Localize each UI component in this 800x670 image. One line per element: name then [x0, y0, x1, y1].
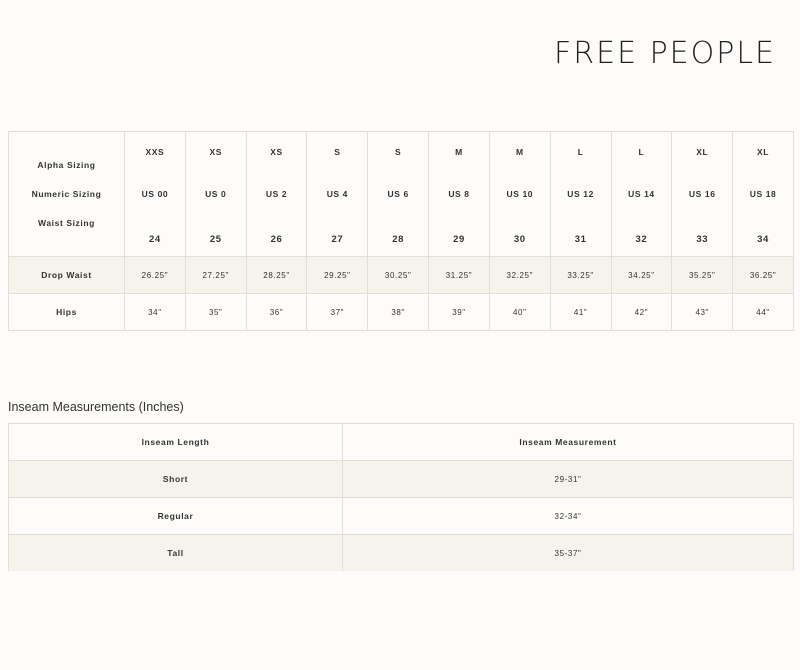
inseam-length-header: Inseam Length	[9, 424, 343, 461]
numeric-size-value: US 2	[265, 189, 288, 199]
size-column-header	[489, 132, 550, 257]
waist-size-value: 32	[635, 234, 648, 245]
size-column-header	[611, 132, 672, 257]
waist-size-value: 24	[149, 234, 161, 245]
drop-waist-value: 26.25"	[125, 257, 186, 294]
waist-size-value: 26	[270, 234, 283, 245]
hips-value: 35"	[185, 294, 246, 331]
alpha-size-value: XS	[209, 147, 222, 157]
inseam-row-regular	[9, 498, 794, 535]
row-labels-cell	[9, 132, 125, 257]
drop-waist-value: 29.25"	[307, 257, 368, 294]
alpha-size-value: M	[455, 147, 463, 157]
hips-row	[9, 294, 794, 331]
numeric-size-value: US 14	[628, 189, 655, 199]
drop-waist-label: Drop Waist	[9, 257, 125, 294]
alpha-size-value: L	[638, 147, 645, 157]
inseam-measurement-cell: 32-34"	[343, 498, 794, 535]
hips-value: 37"	[307, 294, 368, 331]
drop-waist-value: 35.25"	[672, 257, 733, 294]
size-column-header	[246, 132, 307, 257]
drop-waist-value: 33.25"	[550, 257, 611, 294]
drop-waist-value: 27.25"	[185, 257, 246, 294]
numeric-size-value: US 18	[749, 189, 777, 199]
waist-size-value: 28	[392, 234, 405, 245]
hips-value: 44"	[733, 294, 794, 331]
drop-waist-value: 28.25"	[246, 257, 307, 294]
alpha-size-value: S	[334, 147, 341, 157]
inseam-length-cell: Tall	[9, 535, 343, 572]
alpha-size-value: S	[395, 147, 402, 157]
numeric-size-value: US 00	[141, 189, 169, 199]
hips-value: 34"	[125, 294, 186, 331]
size-column-header	[733, 132, 794, 257]
inseam-section-title: Inseam Measurements (Inches)	[8, 400, 184, 414]
waist-size-value: 34	[757, 234, 769, 245]
brand-logo: FREE PEOPLE	[554, 36, 776, 71]
numeric-size-value: US 6	[387, 189, 409, 199]
numeric-size-value: US 0	[205, 189, 227, 199]
alpha-size-value: XXS	[145, 147, 165, 157]
size-column-header	[550, 132, 611, 257]
drop-waist-row	[9, 257, 794, 294]
inseam-measurement-cell: 35-37"	[343, 535, 794, 572]
waist-sizing-label: Waist Sizing	[38, 218, 95, 228]
hips-label: Hips	[9, 294, 125, 331]
inseam-length-cell: Short	[9, 461, 343, 498]
size-column-header	[307, 132, 368, 257]
hips-value: 43"	[672, 294, 733, 331]
numeric-size-value: US 12	[567, 189, 594, 199]
size-column-header	[125, 132, 186, 257]
alpha-size-value: L	[577, 147, 584, 157]
numeric-size-value: US 8	[448, 189, 470, 199]
hips-value: 41"	[550, 294, 611, 331]
inseam-measurement-cell: 29-31"	[343, 461, 794, 498]
alpha-size-value: XL	[696, 147, 709, 157]
numeric-sizing-label: Numeric Sizing	[31, 189, 102, 199]
size-header-row	[9, 132, 794, 257]
waist-size-value: 27	[331, 234, 344, 245]
drop-waist-value: 36.25"	[733, 257, 794, 294]
alpha-size-value: XL	[757, 147, 770, 157]
waist-size-value: 25	[209, 234, 222, 245]
size-column-header	[185, 132, 246, 257]
numeric-size-value: US 16	[688, 189, 716, 199]
size-chart-table	[8, 131, 794, 331]
waist-size-value: 33	[696, 234, 709, 245]
inseam-row-short	[9, 461, 794, 498]
inseam-length-cell: Regular	[9, 498, 343, 535]
inseam-table	[8, 423, 794, 571]
waist-size-value: 30	[513, 234, 526, 245]
inseam-header-row	[9, 424, 794, 461]
hips-value: 36"	[246, 294, 307, 331]
size-column-header	[368, 132, 429, 257]
waist-size-value: 31	[574, 234, 587, 245]
waist-size-value: 29	[453, 234, 465, 245]
drop-waist-value: 31.25"	[429, 257, 490, 294]
drop-waist-value: 30.25"	[368, 257, 429, 294]
numeric-size-value: US 10	[506, 189, 534, 199]
alpha-size-value: XS	[270, 147, 283, 157]
inseam-row-tall	[9, 535, 794, 572]
hips-value: 40"	[489, 294, 550, 331]
hips-value: 39"	[429, 294, 490, 331]
alpha-size-value: M	[515, 147, 524, 157]
inseam-measurement-header: Inseam Measurement	[343, 424, 794, 461]
hips-value: 42"	[611, 294, 672, 331]
drop-waist-value: 34.25"	[611, 257, 672, 294]
hips-value: 38"	[368, 294, 429, 331]
size-column-header	[672, 132, 733, 257]
drop-waist-value: 32.25"	[489, 257, 550, 294]
numeric-size-value: US 4	[326, 189, 348, 199]
size-column-header	[429, 132, 490, 257]
alpha-sizing-label: Alpha Sizing	[37, 160, 96, 170]
